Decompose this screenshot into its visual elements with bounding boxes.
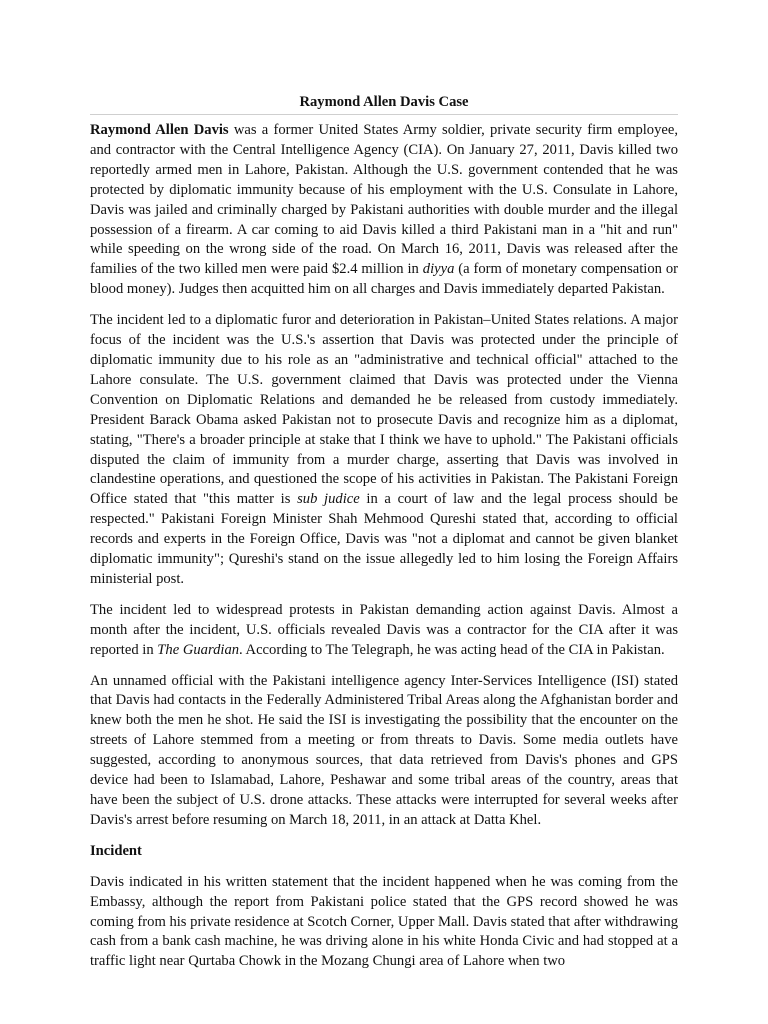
section-heading-incident: Incident bbox=[90, 842, 142, 859]
furor-text-2: in a court of law and the legal process should be respected." Pakistani Foreign Minister Shah Mehmood Qureshi stated that, according to official records and experts in the Foreign Office, Davis was "not a diplomat and cannot be given blanket diplomatic immunity"; Qureshi's stand on the issue allegedly led to him losing the Foreign Affairs ministerial post. bbox=[90, 491, 678, 587]
title-divider bbox=[90, 114, 678, 115]
document-title: Raymond Allen Davis Case bbox=[299, 94, 469, 110]
paragraph-isi: An unnamed official with the Pakistani intelligence agency Inter-Services Intelligence (ISI) stated that Davis had contacts in the Federally Administered Tribal Areas along the Afghanistan border and knew both the men he shot. He said the ISI is investigating the possibility that the encounter on the streets of Lahore stemmed from a meeting or from threats to Davis. Some media outlets have suggested, according to anonymous sources, that data retrieved from Davis's phones and GPS device had been to Islamabad, Lahore, Peshawar and some tribal areas of the country, areas that have been the subject of U.S. drone attacks. These attacks were interrupted for several weeks after Davis's arrest before resuming on March 18, 2011, in an attack at Datta Khel. bbox=[90, 672, 678, 828]
guardian-italic: The Guardian bbox=[157, 641, 240, 658]
paragraph-protests bbox=[90, 601, 678, 661]
subject-name-bold: Raymond Allen Davis bbox=[90, 122, 229, 138]
diyya-italic: diyya bbox=[422, 261, 455, 278]
furor-text-1: The incident led to a diplomatic furor and deterioration in Pakistan–United States relations. A major focus of the incident was the U.S.'s assertion that Davis was protected under the principle of diplomatic immunity due to his role as an "administrative and technical official" attached to the Lahore consulate. The U.S. government claimed that Davis was protected under the Vienna Convention on Diplomatic Relations and demanded he be released from custody immediately. President Barack Obama asked Pakistan not to prosecute Davis and recognize him as a diplomat, stating, "There's a broader principle at stake that I think we have to uphold." The Pakistani officials disputed the claim of immunity from a murder charge, asserting that Davis was involved in clandestine operations, and questioned the scope of his activities in Pakistan. The Pakistani Foreign Office stated that "this matter is bbox=[90, 312, 678, 508]
protests-text-1: The incident led to widespread protests in Pakistan demanding action against Davis. Almost a month after the incident, U.S. officials revealed Davis was a contractor for the CIA after it was reported in bbox=[90, 601, 678, 658]
paragraph-intro bbox=[90, 121, 678, 300]
intro-text-1: was a former United States Army soldier, private security firm employee, and contractor with the Central Intelligence Agency (CIA). On January 27, 2011, Davis killed two reportedly armed men in Lahore, Pakistan. Although the U.S. government contended that he was protected by diplomatic immunity because of his employment with the U.S. Consulate in Lahore, Davis was jailed and criminally charged by Pakistani authorities with double murder and the illegal possession of a firearm. A car coming to aid Davis killed a third Pakistani man in a "hit and run" while speeding on the wrong side of the road. On March 16, 2011, Davis was released after the families of the two killed men were paid $2.4 million in bbox=[90, 122, 678, 278]
paragraph-diplomatic-furor bbox=[90, 311, 678, 590]
sub-judice-italic: sub judice bbox=[297, 491, 360, 508]
document-page bbox=[90, 93, 678, 983]
intro-text-2: (a form of monetary compensation or blood money). Judges then acquitted him on all charges and Davis immediately departed Pakistan. bbox=[90, 261, 679, 298]
protests-text-2: . According to The Telegraph, he was acting head of the CIA in Pakistan. bbox=[239, 641, 665, 658]
paragraph-incident: Davis indicated in his written statement that the incident happened when he was coming from the Embassy, although the report from Pakistani police stated that the GPS record showed he was coming from his private residence at Scotch Corner, Upper Mall. Davis stated that after withdrawing cash from a bank cash machine, he was driving alone in his white Honda Civic and had stopped at a traffic light near Qurtaba Chowk in the Mozang Chungi area of Lahore when two bbox=[90, 873, 678, 970]
